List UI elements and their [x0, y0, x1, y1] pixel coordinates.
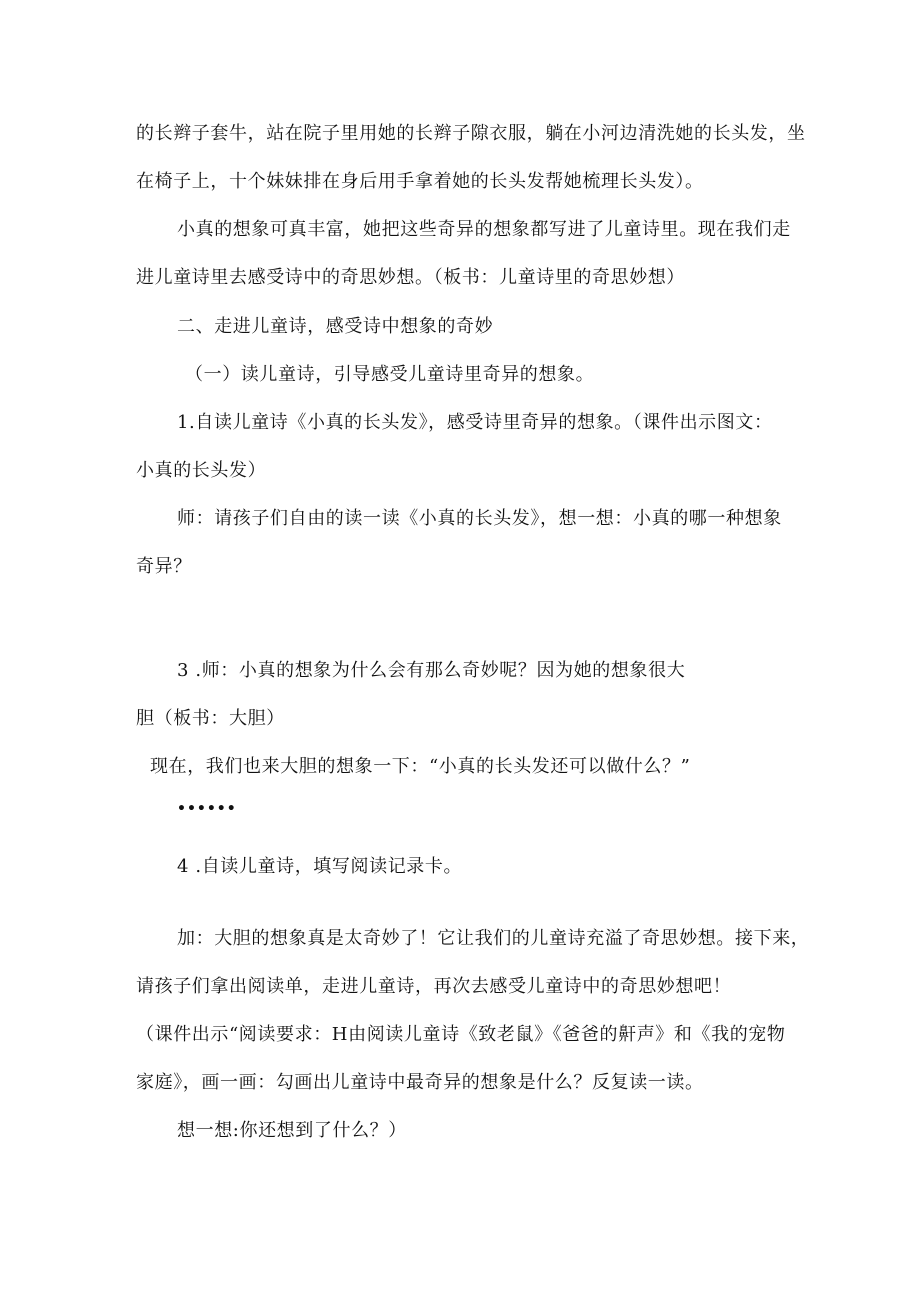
list-item: 4 .自读儿童诗，填写阅读记录卡。 — [177, 856, 463, 877]
paragraph-line: 请孩子们拿出阅读单，走进儿童诗，再次去感受儿童诗中的奇思妙想吧！ — [136, 976, 732, 997]
list-item: 1.自读儿童诗《小真的长头发》，感受诗里奇异的想象。（课件出示图文： — [177, 412, 773, 433]
paragraph-line: 在椅子上，十个妹妹排在身后用手拿着她的长头发帮她梳理长头发）。 — [136, 171, 704, 192]
paragraph-line: 进儿童诗里去感受诗中的奇思妙想。（板书：儿童诗里的奇思妙想） — [136, 267, 685, 288]
list-item-continuation: 胆（板书：大胆） — [136, 708, 285, 729]
paragraph-line: 加：大胆的想象真是太奇妙了！它让我们的儿童诗充溢了奇思妙想。接下来， — [177, 928, 810, 949]
subsection-heading: （一）读儿童诗，引导感受儿童诗里奇异的想象。 — [185, 364, 595, 385]
ellipsis-marks: •••••• — [177, 801, 237, 817]
paragraph-line: 想一想:你还想到了什么？） — [177, 1120, 407, 1141]
paragraph-line: （课件出示“阅读要求：H由阅读儿童诗《致老鼠》《爸爸的鼾声》和《我的宠物 — [136, 1024, 786, 1045]
section-heading: 二、走进儿童诗，感受诗中想象的奇妙 — [177, 316, 494, 337]
paragraph-line: 的长辫子套牛，站在院子里用她的长辫子隙衣服，躺在小河边清洗她的长头发，坐 — [136, 123, 806, 144]
paragraph-line: 小真的想象可真丰富，她把这些奇异的想象都写进了儿童诗里。现在我们走 — [177, 219, 791, 240]
paragraph-line: 奇异？ — [136, 556, 192, 577]
paragraph-line: 家庭》，画一画：勾画出儿童诗中最奇异的想象是什么？反复读一读。 — [136, 1072, 704, 1093]
list-item-continuation: 小真的长头发） — [136, 460, 267, 481]
paragraph-line: 师：请孩子们自由的读一读《小真的长头发》，想一想：小真的哪一种想象 — [177, 508, 782, 529]
list-item: 3 .师：小真的想象为什么会有那么奇妙呢？因为她的想象很大 — [177, 660, 686, 681]
paragraph-line: 现在，我们也来大胆的想象一下：“小真的长头发还可以做什么？” — [150, 756, 691, 777]
